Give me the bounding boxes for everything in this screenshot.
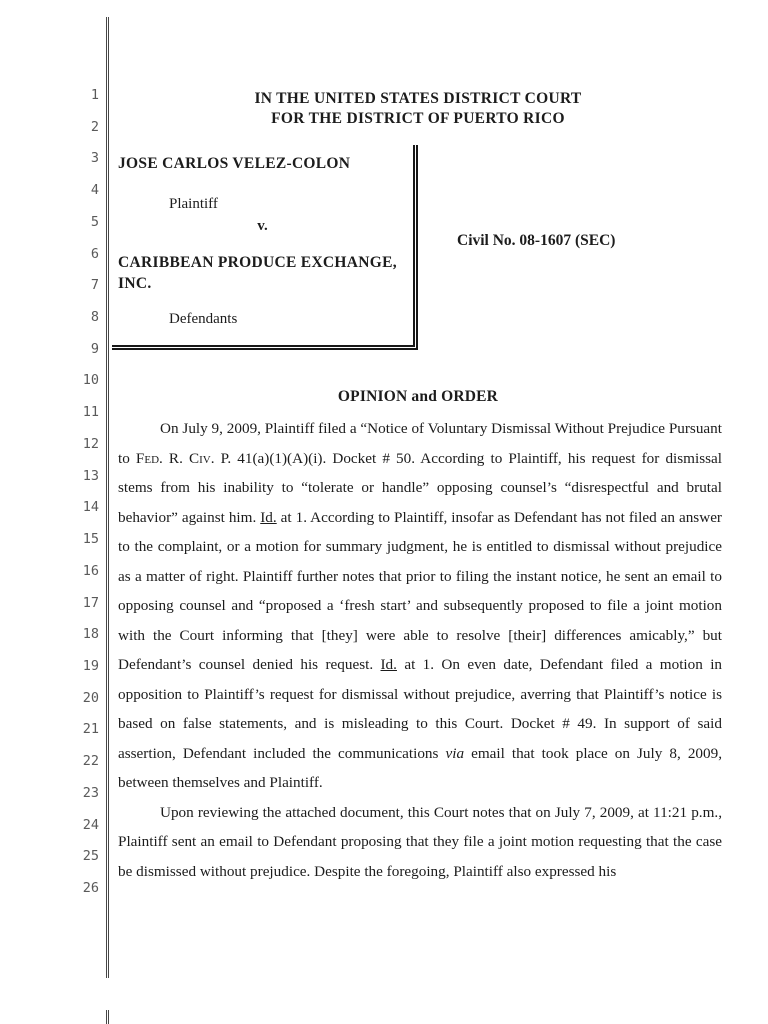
body-paragraph: [118, 798, 722, 887]
line-number: 22: [82, 753, 99, 770]
line-number: 5: [90, 213, 99, 230]
line-number: 1: [90, 87, 99, 103]
text-run: at 1. According to Plaintiff, insofar as Defendant has not filed an answer to the complaint, or a motion for summary judgment, he is entitled to dismissal without prejudice as a matter of right. Plaintiff further notes that prior to filing the instant notice, he sent an email to opposing counsel and “proposed a ‘fresh start’ and subsequently proposed to file a joint motion with the Court informing that [they] were able to resolve [their] differences amicably,” but Defendant’s counsel denied his request.: [118, 508, 722, 673]
text-run: Id.: [380, 656, 397, 673]
line-number: 12: [82, 435, 99, 452]
opinion-body: [118, 414, 722, 886]
line-number: 7: [90, 277, 99, 294]
case-number: Civil No. 08-1607 (SEC): [457, 232, 616, 249]
line-number: 8: [90, 309, 99, 326]
line-number: 15: [82, 531, 99, 548]
defendant-role-label: Defendants: [169, 311, 238, 327]
text-run: email that took place on July 8, 2009, between themselves and Plaintiff.: [118, 744, 722, 791]
line-number: 17: [82, 594, 99, 611]
line-number: 10: [82, 372, 99, 389]
line-number: 14: [82, 499, 99, 516]
pleading-vertical-rule-next-page: [106, 1010, 109, 1024]
court-header-line2: FOR THE DISTRICT OF PUERTO RICO: [271, 110, 565, 127]
court-header-line1: IN THE UNITED STATES DISTRICT COURT: [254, 90, 582, 107]
line-number: 21: [82, 721, 99, 738]
line-number: 24: [82, 816, 99, 833]
text-run: Id.: [260, 508, 277, 526]
line-number: 6: [90, 245, 99, 262]
text-run: Upon reviewing the attached document, this Court notes that on July 7, 2009, at 11:21 p.m., Plaintiff sent an email to Defendant proposing that they file a joint motion requesting that the case be dismissed without prejudice. Despite the foregoing, Plaintiff also expressed his: [118, 803, 722, 880]
plaintiff-role-label: Plaintiff: [169, 196, 218, 212]
line-number: 4: [90, 182, 99, 199]
text-run: 41(a)(1)(A)(i). Docket # 50. According to Plaintiff, his request for dismissal stems from his inability to “tolerate or handle” opposing counsel’s “disrespectful and brutal behavior” against him.: [118, 449, 722, 526]
text-run: On July 9, 2009, Plaintiff filed a “Notice of Voluntary Dismissal Without Prejudice Pursuant to: [118, 420, 722, 467]
line-number: 26: [82, 879, 99, 896]
line-number-column: [50, 80, 99, 905]
line-number: 18: [82, 626, 99, 643]
body-paragraph: [118, 414, 722, 798]
text-run: at 1. On even date, Defendant filed a motion in opposition to Plaintiff’s request for dismissal without prejudice, averring that Plaintiff’s notice is based on false statements, and is misleading to this Court. Docket # 49. In support of said assertion, Defendant included the communications: [118, 656, 723, 762]
line-number: 19: [82, 657, 99, 674]
line-number: 9: [90, 340, 99, 357]
case-caption-box: [112, 145, 418, 350]
plaintiff-name: JOSE CARLOS VELEZ-COLON: [118, 155, 351, 172]
pleading-vertical-rule: [106, 17, 109, 978]
line-number: 13: [82, 467, 99, 484]
versus-label: v.: [257, 218, 268, 234]
line-number: 11: [82, 404, 99, 421]
text-run: via: [445, 744, 465, 762]
court-header: [118, 89, 718, 129]
line-number: 23: [82, 784, 99, 801]
opinion-title: OPINION and ORDER: [337, 388, 499, 405]
defendant-name: CARIBBEAN PRODUCE EXCHANGE, INC.: [118, 254, 397, 292]
line-number: 20: [82, 689, 99, 706]
line-number: 2: [90, 118, 99, 135]
line-number: 25: [82, 848, 99, 865]
text-run: Fed. R. Civ. P.: [135, 449, 232, 467]
line-number: 16: [82, 562, 99, 579]
line-number: 3: [90, 150, 99, 167]
